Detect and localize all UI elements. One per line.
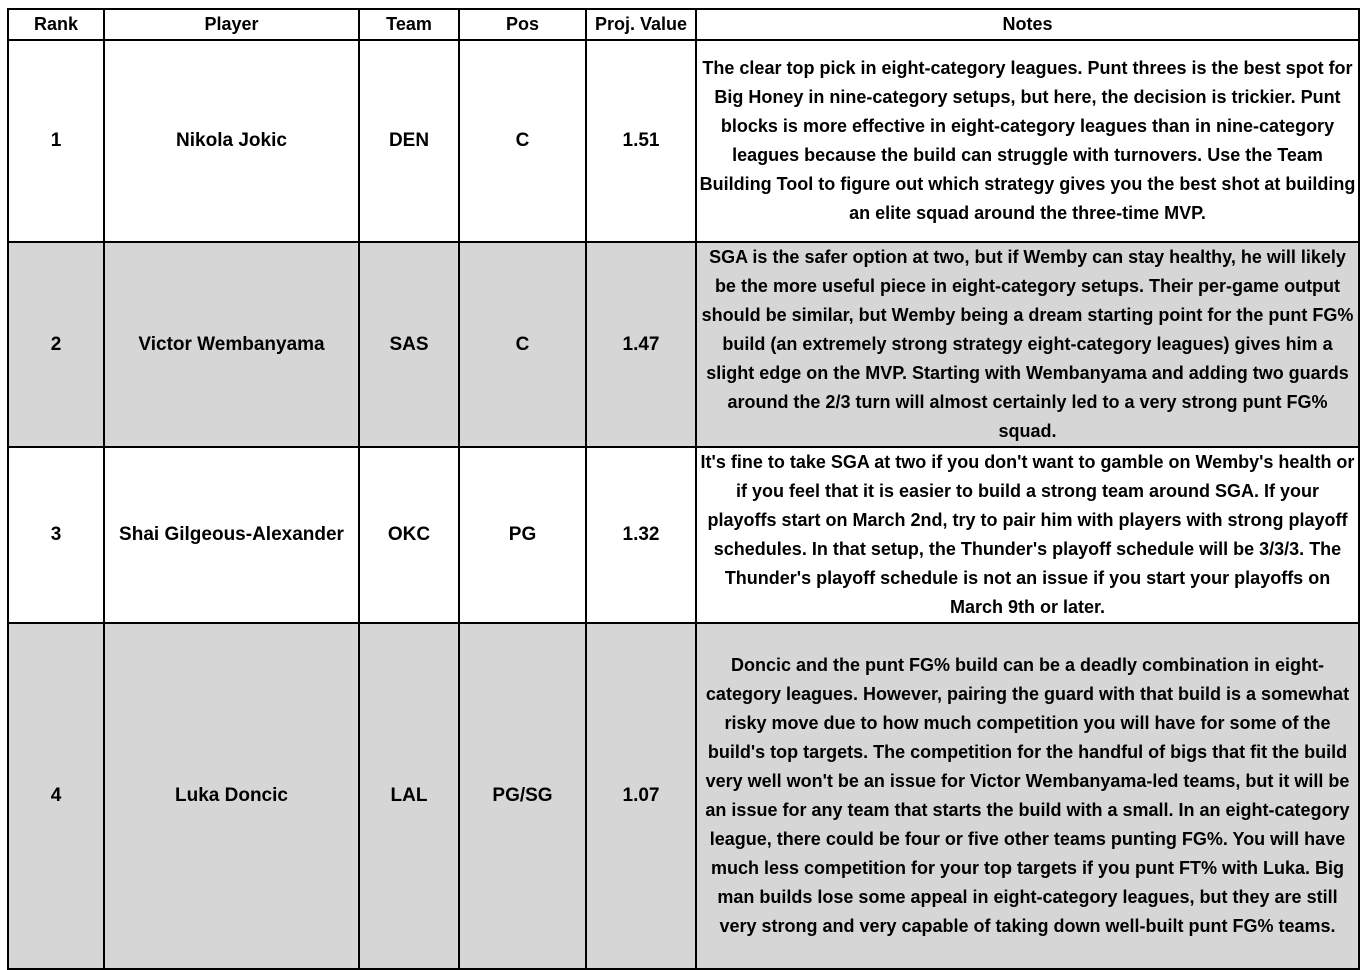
notes-cell: Doncic and the punt FG% build can be a deadly combination in eight-category leagues. However, pairing the guard with that build is a somewhat risky move due to how much competition you will have for some of the build's top targets. The competition for the handful of bigs that fit the build very well won't be an issue for Victor Wembanyama-led teams, but it will be an issue for any team that starts the build with a small. In an eight-category league, there could be four or five other teams punting FG%. You will have much less competition for your top targets if you punt FT% with Luka. Big man builds lose some appeal in eight-category leagues, but they are still very strong and very capable of taking down well-built punt FG% teams.: [696, 623, 1359, 969]
pos-cell: C: [459, 242, 586, 447]
table-row: [8, 40, 1359, 242]
proj-value-cell: 1.32: [586, 447, 696, 623]
rankings-table: [7, 8, 1360, 970]
notes-cell: SGA is the safer option at two, but if Wemby can stay healthy, he will likely be the more useful piece in eight-category setups. Their per-game output should be similar, but Wemby being a dream starting point for the punt FG% build (an extremely strong strategy eight-category leagues) gives him a slight edge on the MVP. Starting with Wembanyama and adding two guards around the 2/3 turn will almost certainly led to a very strong punt FG% squad.: [696, 242, 1359, 447]
proj-value-cell: 1.07: [586, 623, 696, 969]
proj-value-cell: 1.51: [586, 40, 696, 242]
rank-cell: 2: [8, 242, 104, 447]
player-cell: Nikola Jokic: [104, 40, 359, 242]
pos-cell: PG: [459, 447, 586, 623]
player-cell: Luka Doncic: [104, 623, 359, 969]
pos-cell: PG/SG: [459, 623, 586, 969]
pos-cell: C: [459, 40, 586, 242]
table-row: [8, 623, 1359, 969]
team-cell: OKC: [359, 447, 459, 623]
player-cell: Shai Gilgeous-Alexander: [104, 447, 359, 623]
notes-cell: It's fine to take SGA at two if you don't want to gamble on Wemby's health or if you feel that it is easier to build a strong team around SGA. If your playoffs start on March 2nd, try to pair him with players with strong playoff schedules. In that setup, the Thunder's playoff schedule will be 3/3/3. The Thunder's playoff schedule is not an issue if you start your playoffs on March 9th or later.: [696, 447, 1359, 623]
header-pos: Pos: [459, 9, 586, 40]
player-cell: Victor Wembanyama: [104, 242, 359, 447]
table-row: [8, 447, 1359, 623]
table-row: [8, 242, 1359, 447]
team-cell: DEN: [359, 40, 459, 242]
team-cell: SAS: [359, 242, 459, 447]
rank-cell: 4: [8, 623, 104, 969]
notes-cell: The clear top pick in eight-category leagues. Punt threes is the best spot for Big Honey in nine-category setups, but here, the decision is trickier. Punt blocks is more effective in eight-category leagues than in nine-category leagues because the build can struggle with turnovers. Use the Team Building Tool to figure out which strategy gives you the best shot at building an elite squad around the three-time MVP.: [696, 40, 1359, 242]
team-cell: LAL: [359, 623, 459, 969]
header-rank: Rank: [8, 9, 104, 40]
header-notes: Notes: [696, 9, 1359, 40]
header-proj-value: Proj. Value: [586, 9, 696, 40]
header-row: [8, 9, 1359, 40]
rank-cell: 1: [8, 40, 104, 242]
header-player: Player: [104, 9, 359, 40]
header-team: Team: [359, 9, 459, 40]
rank-cell: 3: [8, 447, 104, 623]
proj-value-cell: 1.47: [586, 242, 696, 447]
